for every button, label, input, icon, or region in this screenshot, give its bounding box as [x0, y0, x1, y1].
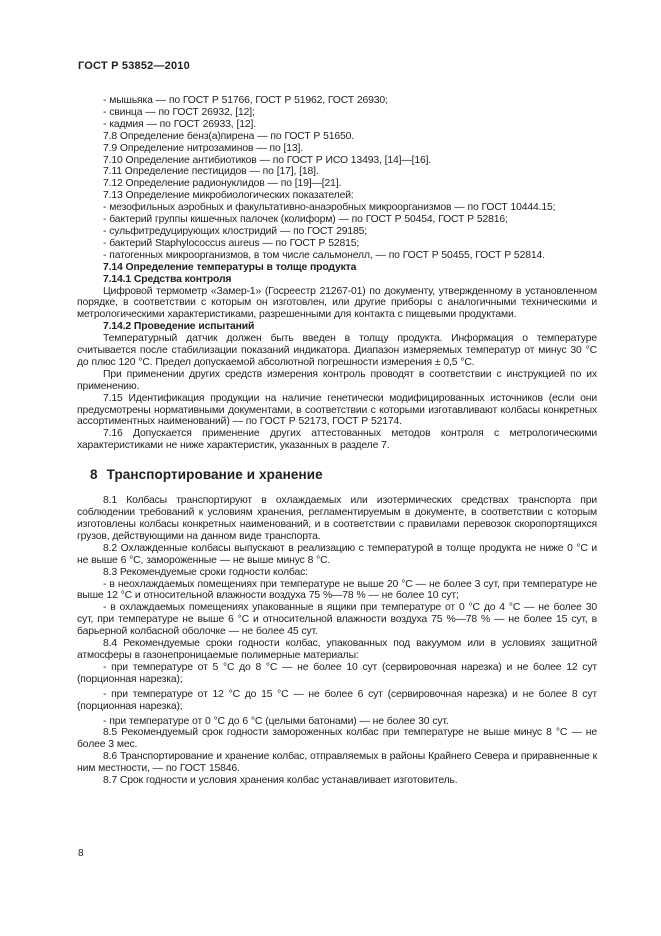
clause-8-4: 8.4 Рекомендуемые сроки годности колбас, упакованных под вакуумом или в условиях защитной атмосферы в газонепроницаемые полимерные материалы: — [77, 638, 597, 661]
list-item-lead: - свинца — по ГОСТ 26932, [12]; — [103, 106, 255, 118]
standard-code: ГОСТ Р 53852—2010 — [78, 60, 190, 72]
clause-8-3: 8.3 Рекомендуемые сроки годности колбас: — [103, 566, 308, 578]
section-8-number: 8 — [90, 467, 98, 483]
clause-7-16: 7.16 Допускается применение других аттестованных методов контроля с метрологическими характеристиками не ниже характеристик, указанных в разделе 7. — [77, 428, 597, 452]
storage-item-unrefrigerated: - в неохлаждаемых помещениях при температуре не выше 20 °С — не более 3 сут, при температуре не выше 12 °С и относительной влажности воздуха 75 %—78 % — не более 10 сут; — [77, 578, 597, 602]
vacuum-item-2: - при температуре от 12 °С до 15 °С — не более 6 сут (сервировочная нарезка) и не более 8 сут (порционная нарезка); — [77, 688, 597, 712]
clause-8-7: 8.7 Срок годности и условия хранения колбас устанавливает изготовитель. — [103, 775, 458, 787]
clause-7-15: 7.15 Идентификация продукции на наличие генетически модифицированных источников (если они предусмотрены нормативными документами, в соответствии с которыми изготавливают колбасы конкретных ассортиментных наименований) — по ГОСТ Р 52173, ГОСТ Р 52174. — [77, 392, 597, 428]
storage-item-refrigerated: - в охлаждаемых помещениях упакованные в ящики при температуре от 0 °С до 4 °С — не более 30 сут, при температуре не выше 6 °С и относительной влажности воздуха 75 %—78 % — не более 15 сут, в барьерной колбасной оболочке — не более 45 сут. — [77, 602, 597, 638]
list-item-clostridia: - сульфитредуцирующих клостридий — по ГОСТ 29185; — [103, 225, 367, 237]
list-item-mesophilic: - мезофильных аэробных и факультативно-анаэробных микроорганизмов — по ГОСТ 10444.15; — [103, 202, 556, 214]
document-content — [77, 95, 597, 787]
clause-7-14-heading: 7.14 Определение температуры в толще продукта — [103, 261, 357, 273]
clause-7-14-1-text: Цифровой термометр «Замер-1» (Госреестр 21267-01) по документу, утвержденному в установленном порядке, в соответствии с которым он изготовлен, или другие приборы с аналогичными техническими и метрологическими характеристиками, разрешенными для контакта с пищевыми продуктами. — [77, 285, 597, 321]
clause-7-10: 7.10 Определение антибиотиков — по ГОСТ Р ИСО 13493, [14]—[16]. — [103, 154, 432, 166]
vacuum-item-3: - при температуре от 0 °С до 6 °С (целыми батонами) — не более 30 сут. — [103, 715, 449, 727]
clause-7-14-1-heading: 7.14.1 Средства контроля — [103, 273, 232, 285]
clause-7-13: 7.13 Определение микробиологических показателей: — [103, 190, 354, 202]
clause-7-8: 7.8 Определение бенз(а)пирена — по ГОСТ Р 51650. — [103, 130, 355, 142]
clause-7-11: 7.11 Определение пестицидов — по [17], [18]. — [103, 166, 319, 178]
clause-8-1: 8.1 Колбасы транспортируют в охлаждаемых или изотермических средствах транспорта при соблюдении требований к условиям хранения, регламентируемым в документе, в соответствии с которым изготовлены колбасы конкретных наименований, и в соответствии с правилами перевозок скоропортящихся грузов, действующими на данном виде транспорта. — [77, 495, 597, 542]
section-8-heading — [77, 467, 597, 482]
clause-8-6: 8.6 Транспортирование и хранение колбас, отправляемых в районы Крайнего Севера и приравненные к ним местности, — по ГОСТ 15846. — [77, 751, 597, 775]
list-item-arsenic: - мышьяка — по ГОСТ Р 51766, ГОСТ Р 51962, ГОСТ 26930; — [103, 95, 388, 106]
list-item-cadmium: - кадмия — по ГОСТ 26933, [12]. — [103, 118, 256, 130]
clause-8-5: 8.5 Рекомендуемый срок годности замороженных колбас при температуре не выше минус 8 °С — не более 3 мес. — [77, 727, 597, 751]
clause-7-14-2-text-1: Температурный датчик должен быть введен в толщу продукта. Информация о температуре считывается после стабилизации показаний индикатора. Диапазон измеряемых температур от минус 30 °С до плюс 120 °С. Предел допускаемой абсолютной погрешности измерения ± 0,5 °С. — [77, 333, 597, 368]
page-number: 8 — [78, 848, 84, 859]
list-item-coliform: - бактерий группы кишечных палочек (колиформ) — по ГОСТ Р 50454, ГОСТ Р 52816; — [103, 214, 508, 226]
list-item-staphylococcus: - бактерий Staphylococcus aureus — по ГОСТ Р 52815; — [103, 237, 360, 249]
clause-7-14-2-heading: 7.14.2 Проведение испытаний — [103, 321, 255, 333]
clause-7-14-2-text-2: При применении других средств измерения контроль проводят в соответствии с инструкцией по их применению. — [77, 368, 597, 392]
clause-8-2: 8.2 Охлажденные колбасы выпускают в реализацию с температурой в толще продукта не ниже 0 °С и не выше 6 °С, замороженные — не выше минус 8 °С. — [77, 542, 597, 566]
section-8-title: Транспортирование и хранение — [106, 467, 323, 483]
clause-7-12: 7.12 Определение радионуклидов — по [19]—[21]. — [103, 178, 342, 190]
clause-7-9: 7.9 Определение нитрозаминов — по [13]. — [103, 142, 304, 154]
list-item-pathogenic: - патогенных микроорганизмов, в том числе сальмонелл, — по ГОСТ Р 50455, ГОСТ Р 52814. — [103, 249, 545, 261]
vacuum-item-1: - при температуре от 5 °С до 8 °С — не более 10 сут (сервировочная нарезка) и не более 12 сут (порционная нарезка); — [77, 661, 597, 685]
